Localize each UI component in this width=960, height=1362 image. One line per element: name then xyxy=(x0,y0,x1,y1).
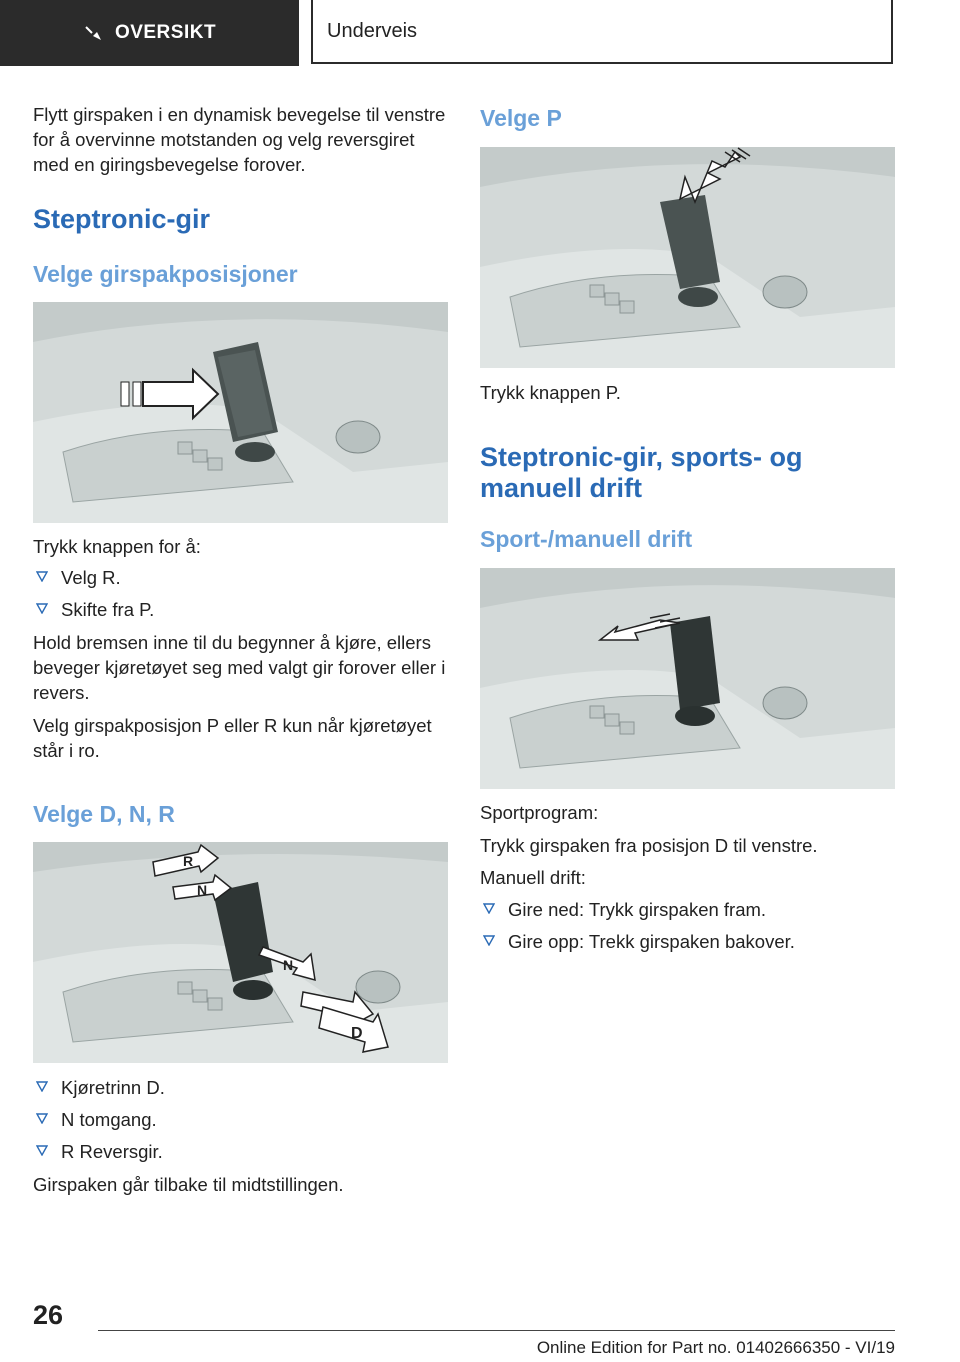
heading-dnr: Velge D, N, R xyxy=(33,801,175,827)
tab-section[interactable] xyxy=(311,0,893,64)
figure-p-button xyxy=(480,147,895,368)
footer-edition: Online Edition for Part no. 01402666350 - VI/19 xyxy=(536,1338,895,1357)
figure-label-n2: N xyxy=(283,957,294,973)
sport-program-label: Sportprogram: xyxy=(480,802,599,823)
figure-label-r: R xyxy=(183,853,194,869)
page-number: 26 xyxy=(33,1300,64,1330)
triangle-bullet-icon xyxy=(33,1139,51,1156)
bullet-list-1 xyxy=(33,565,448,622)
bullet-text: Kjøretrinn D. xyxy=(61,1077,165,1098)
bullet-text: Skifte fra P. xyxy=(61,599,155,620)
heading-select-positions: Velge girspakposisjoner xyxy=(33,261,298,287)
bullet-text: N tomgang. xyxy=(61,1109,157,1130)
bullet-text: Gire ned: Trykk girspaken fram. xyxy=(508,899,767,920)
select-p-r-text: Velg girspakposisjon P eller R kun når kjøretøyet står i ro. xyxy=(33,715,432,761)
return-center-text: Girspaken går tilbake til midtstillingen. xyxy=(33,1174,344,1195)
heading-select-p: Velge P xyxy=(480,105,562,131)
tab-section-label: Underveis xyxy=(327,19,418,42)
intro-paragraph: Flytt girspaken i en dynamisk bevegelse til venstre for å overvinne motstanden og velg reversgiret med en giringsbevegelse forover. xyxy=(33,104,446,175)
heading-sport-manual: Sport-/manuell drift xyxy=(480,526,693,552)
triangle-bullet-icon xyxy=(480,929,498,946)
list-item xyxy=(480,929,895,954)
press-p-text: Trykk knappen P. xyxy=(480,382,621,403)
hold-brake-text: Hold bremsen inne til du begynner å kjøre, ellers beveger kjøretøyet seg med valgt gir forover eller i revers. xyxy=(33,632,446,703)
list-item xyxy=(33,1107,448,1132)
bullet-text: R Reversgir. xyxy=(61,1141,163,1162)
triangle-bullet-icon xyxy=(33,597,51,614)
triangle-bullet-icon xyxy=(480,897,498,914)
triangle-bullet-icon xyxy=(33,1075,51,1092)
heading-sport-manual-mode: Steptronic-gir, sports- og manuell drift xyxy=(480,442,803,503)
list-item xyxy=(33,1075,448,1100)
figure-gear-lever-dnr xyxy=(33,842,448,1063)
figure-gear-lever-button xyxy=(33,302,448,523)
tab-overview-label: OVERSIKT xyxy=(114,22,217,43)
figure-label-n1: N xyxy=(197,882,208,898)
list-item xyxy=(33,597,448,622)
footer-divider xyxy=(98,1330,895,1331)
push-left-text: Trykk girspaken fra posisjon D til venstre. xyxy=(480,835,818,856)
triangle-bullet-icon xyxy=(33,1107,51,1124)
list-item xyxy=(33,565,448,590)
heading-steptronic: Steptronic-gir xyxy=(33,204,211,234)
bullet-text: Velg R. xyxy=(61,567,121,588)
chevron-arrow-icon xyxy=(83,22,105,44)
manual-mode-label: Manuell drift: xyxy=(480,867,586,888)
bullet-list-2 xyxy=(33,1075,448,1164)
tab-overview[interactable] xyxy=(0,0,299,66)
list-item xyxy=(33,1139,448,1164)
press-button-text: Trykk knappen for å: xyxy=(33,536,201,557)
triangle-bullet-icon xyxy=(33,565,51,582)
list-item xyxy=(480,897,895,922)
bullet-text: Gire opp: Trekk girspaken bakover. xyxy=(508,931,795,952)
figure-label-d: D xyxy=(351,1025,363,1042)
bullet-list-3 xyxy=(480,897,895,954)
figure-sport-manual xyxy=(480,568,895,789)
